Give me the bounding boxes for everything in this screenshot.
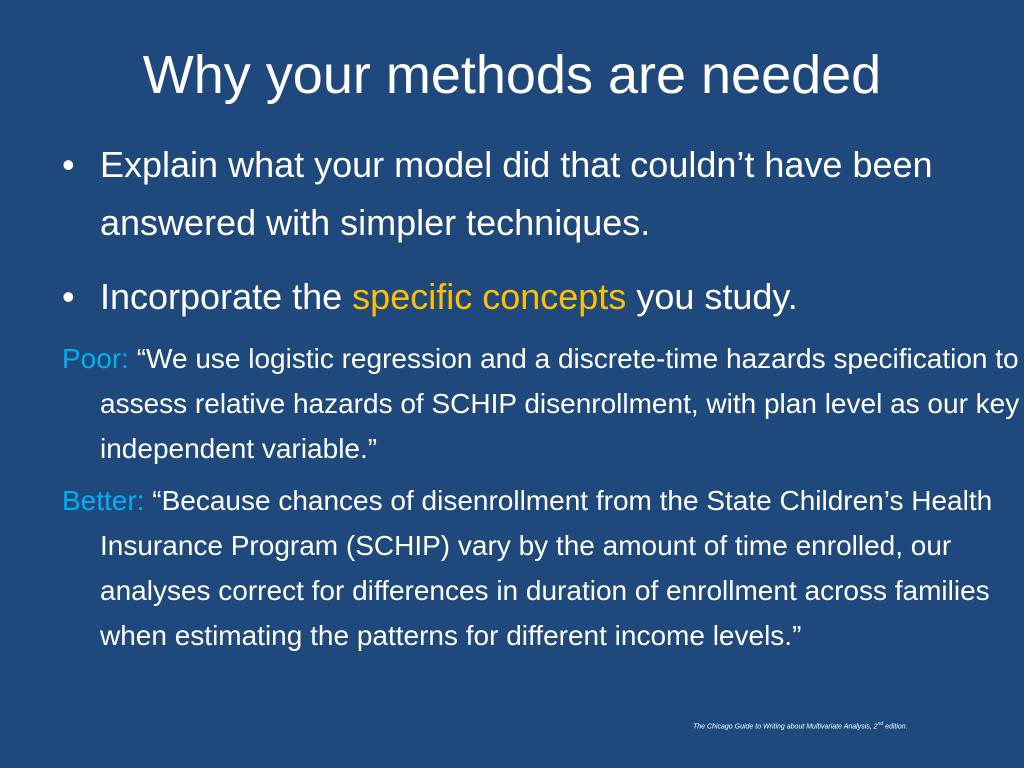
better-quote-text: “Because chances of disenrollment from the State Children’s Health Insurance Program (SCHIP) vary by the amount of time enrolled, our analyses correct for differences in duration of enrollment across families when estimating the patterns for different income levels.” — [100, 485, 993, 651]
bullet-text: Explain what your model did that couldn’t have been answered with simpler techniques. — [100, 144, 933, 243]
bullet-text-before: Incorporate the — [100, 276, 353, 317]
citation-suffix: edition. — [883, 723, 908, 731]
slide-title: Why your methods are needed — [142, 45, 882, 105]
bullet-explain-model — [62, 136, 1024, 252]
bullet-icon: • — [62, 276, 75, 317]
highlighted-phrase: specific concepts — [352, 276, 627, 317]
poor-example — [62, 336, 1024, 471]
better-example — [62, 478, 1024, 658]
bullet-text-after: you study. — [626, 276, 798, 317]
citation-text: The Chicago Guide to Writing about Multivariate Analysis, 2 — [693, 723, 878, 731]
bullet-icon: • — [62, 144, 75, 185]
better-label: Better: — [62, 485, 145, 516]
citation-superscript: nd — [877, 721, 884, 727]
bullet-specific-concepts — [62, 268, 1024, 326]
poor-quote-text: “We use logistic regression and a discrete-time hazards specification to assess relative hazards of SCHIP disenrollment, with plan level as our key independent variable.” — [100, 343, 1020, 464]
poor-label: Poor: — [62, 343, 129, 374]
source-citation — [693, 721, 908, 730]
